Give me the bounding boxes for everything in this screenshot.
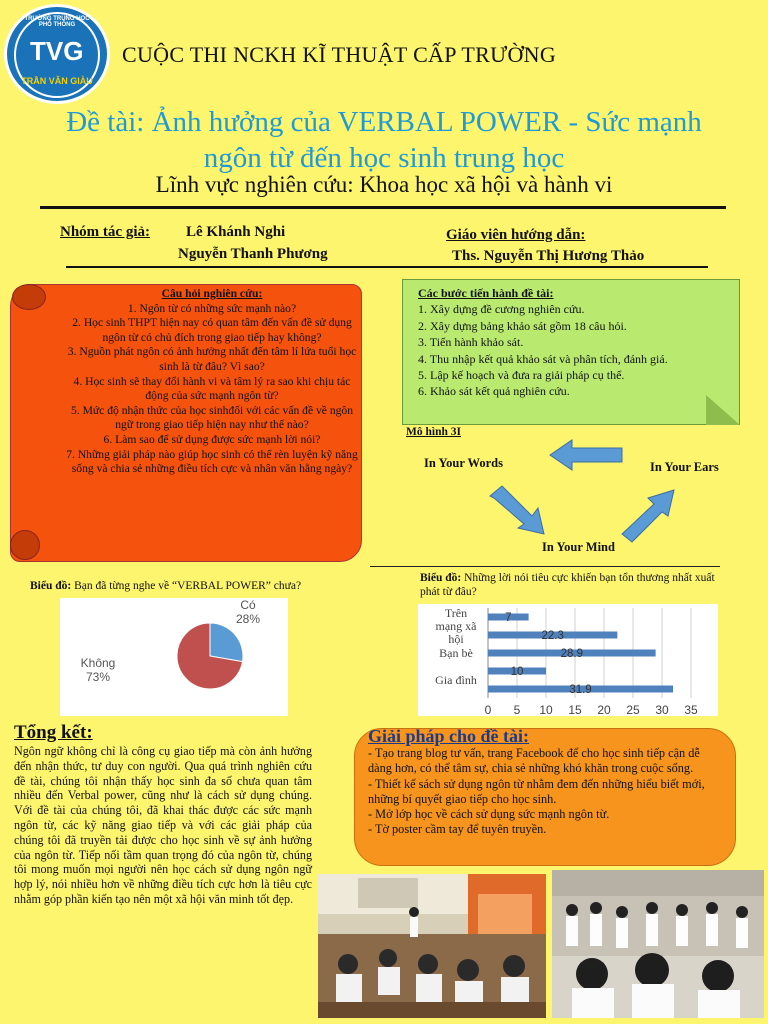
bar-x-tick-label: 30 (655, 703, 669, 717)
questions-title: Câu hỏi nghiên cứu: (161, 287, 263, 300)
question-item: 7. Những giải pháp nào giúp học sinh có thể rèn luyện kỹ năng sống và chia sẻ những điều tích cực và nhân văn hằng ngày? (66, 447, 358, 476)
bar-data-label: 28.9 (560, 648, 584, 660)
contest-title: CUỘC THI NCKH KĨ THUẬT CẤP TRƯỜNG (122, 42, 557, 67)
step-item: 3. Tiến hành khảo sát. (418, 335, 524, 350)
steps-title: Các bước tiến hành đề tài: (418, 286, 554, 300)
question-item: 2. Học sinh THPT hiện nay có quan tâm đến vấn đề sử dụng ngôn từ có chủ đích trong giao tiếp hay không? (72, 316, 352, 344)
step-item: 4. Thu nhập kết quả khảo sát và phân tích, đánh giá. (418, 351, 668, 366)
model-title: Mô hình 3I (406, 426, 461, 438)
question-item: 4. Học sinh sẽ thay đổi hành vi và tâm lý ra sao khi chịu tác động của sức mạnh ngôn từ? (73, 374, 351, 403)
solution-item: - Mở lớp học về cách sử dụng sức mạnh ngôn từ. (368, 807, 610, 822)
pie-value-label: 73% (85, 670, 111, 684)
bar-x-tick-label: 15 (568, 703, 582, 717)
question-item: 6. Làm sao để sử dụng được sức mạnh lời nói? (103, 432, 321, 446)
bar-data-label: 10 (510, 666, 524, 678)
topic-line-1: Đề tài: Ảnh hưởng của VERBAL POWER - Sức mạnh (66, 106, 702, 138)
model-label-mind: In Your Mind (542, 540, 615, 554)
model-arrows (480, 436, 680, 546)
question-item: 5. Mức độ nhận thức của học sinhđối với các vấn đề về ngôn ngữ trong giao tiếp hiện nay như thế nào? (70, 403, 354, 432)
step-item: 1. Xây dựng đề cương nghiên cứu. (418, 302, 585, 317)
bar-category-label: Bạn bè (439, 646, 473, 660)
step-item: 5. Lập kế hoạch và đưa ra giải pháp cụ thể. (418, 368, 625, 383)
author-name-2: Nguyễn Thanh Phương (178, 246, 328, 262)
bar-chart-title (420, 571, 720, 599)
pie-chart-title-label: Biểu đồ: (30, 580, 72, 592)
advisor-label: Giáo viên hướng dẫn: (446, 227, 586, 243)
authors-label: Nhóm tác giả: (60, 224, 150, 240)
pie-category-label: Có (240, 598, 256, 612)
solution-item: - Tạo trang blog tư vấn, trang Facebook để cho học sinh tiếp cận dễ dàng hơn, có thể tâm sự, chia sẻ những khó khăn trong cuộc sống. (368, 746, 700, 776)
arrow-down-right-icon (490, 486, 544, 534)
summary-title: Tổng kết: (14, 722, 93, 743)
bar-x-tick-label: 5 (513, 703, 521, 717)
model-label-ears: In Your Ears (650, 460, 719, 474)
bar-data-label: 7 (505, 612, 512, 624)
arrow-left-icon (550, 440, 622, 470)
bar-chart (418, 602, 724, 720)
bar-x-tick-label: 35 (684, 703, 698, 717)
summary-text: Ngôn ngữ không chỉ là công cụ giao tiếp mà còn ảnh hưởng đến nhận thức, tư duy con người. Qua quá trình nghiên cứu đề tài, chúng tôi nhận thấy học sinh đa số chưa quan tâm nhiều đến Verbal power, cũng như là cách sử dụng chúng. Với đề tài của chúng tôi, đã khai thác được các sức mạnh ngôn từ, các kỹ năng giao tiếp và với các giải pháp của chúng tôi đã truyền tải được cho học sinh về sự ảnh hưởng của ngôn từ. Tiếp nối tầm quan trọng đó của ngôn từ, chúng tôi mong muốn mọi người nên học cách sử dụng ngôn ngữ hợp lý, nói nhiều hơn về những điều tích cực hơn là tiêu cực nhằm góp phần kiến tạo nên một xã hội văn minh tốt đẹp. (14, 744, 312, 906)
question-item: 3. Nguồn phát ngôn có ảnh hưởng nhất đến tâm lí lứa tuổi học sinh là từ đâu? Vì sao? (67, 345, 357, 373)
pie-chart-title (30, 579, 400, 593)
classroom-photo-1 (318, 874, 546, 1018)
solutions-title: Giải pháp cho đề tài: (368, 726, 530, 746)
pie-chart-title-text: Bạn đã từng nghe về “VERBAL POWER” chưa? (74, 580, 302, 592)
research-field: Lĩnh vực nghiên cứu: Khoa học xã hội và hành vi (155, 172, 613, 197)
model-divider (370, 566, 720, 567)
model-label-words: In Your Words (424, 456, 503, 470)
solutions-list (368, 746, 716, 838)
bar-chart-title-label: Biểu đồ: (420, 572, 462, 584)
pie-chart (60, 598, 288, 716)
bar-category-label: Gia đình (435, 673, 477, 687)
solution-item: - Tờ poster cầm tay để tuyên truyền. (368, 822, 547, 837)
step-item: 2. Xây dựng bảng khảo sát gồm 18 câu hỏi. (418, 318, 627, 333)
advisor-name: Ths. Nguyễn Thị Hương Thảo (452, 248, 645, 264)
header-divider (40, 206, 726, 209)
author-name-1: Lê Khánh Nghi (186, 224, 286, 240)
scroll-curl-top (12, 284, 46, 310)
topic-line-2: ngôn từ đến học sinh trung học (203, 142, 565, 174)
research-questions (64, 287, 360, 477)
pie-category-label: Không (80, 656, 116, 670)
bar-x-tick-label: 0 (484, 703, 492, 717)
bar-x-tick-label: 10 (539, 703, 553, 717)
arrow-up-right-icon (622, 490, 674, 542)
bar-x-tick-label: 20 (597, 703, 611, 717)
bar-category-label: Trên mạng xã hội (435, 606, 477, 646)
pie-slice (210, 623, 243, 662)
authors-divider (66, 266, 708, 268)
logo-school-name: TRẦN VĂN GIÀU (21, 76, 93, 86)
pie-value-label: 28% (235, 612, 261, 626)
bar-data-label: 22.3 (541, 630, 564, 642)
question-item: 1. Ngôn từ có những sức mạnh nào? (127, 301, 297, 315)
bar-chart-title-text: Những lời nói tiêu cực khiến bạn tổn thương nhất xuất phát từ đâu? (420, 572, 715, 598)
logo-mark: TVG (30, 36, 84, 66)
logo-ring-text: TRƯỜNG TRUNG HỌC PHỔ THÔNG (24, 16, 90, 28)
solution-item: - Thiết kế sách sử dụng ngôn từ nhằm đem đến những hiểu biết mới, những bí quyết giao tiếp cho học sinh. (368, 776, 705, 806)
bar-data-label: 31.9 (569, 684, 592, 696)
step-item: 6. Khảo sát kết quả nghiên cứu. (418, 384, 570, 399)
topic-title (10, 104, 758, 176)
research-steps (418, 285, 736, 400)
bar-x-tick-label: 25 (626, 703, 640, 717)
classroom-photo-2 (552, 870, 764, 1018)
scroll-curl-bottom (10, 530, 40, 560)
